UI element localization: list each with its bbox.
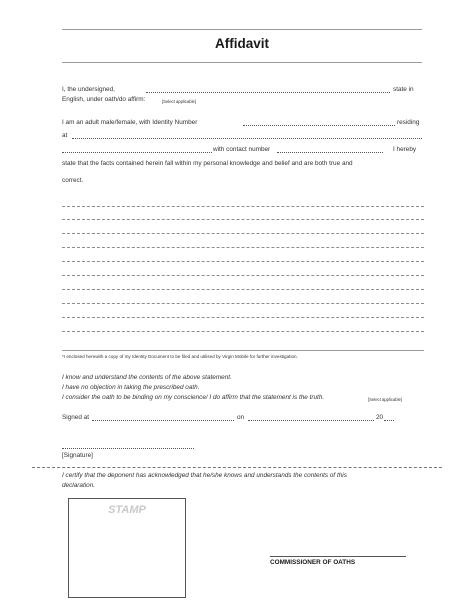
contact-number-field[interactable] [277, 152, 383, 153]
top-rule [62, 29, 422, 30]
state-label: state in [393, 86, 414, 93]
statement-line[interactable] [62, 206, 424, 207]
statement-line-2: correct. [62, 177, 84, 184]
signature-label: [Signature] [62, 452, 93, 459]
statement-line[interactable] [62, 317, 424, 318]
oath-label: English, under oath/do affirm: [62, 96, 146, 103]
statement-line[interactable] [62, 275, 424, 276]
identity-number-field[interactable] [243, 125, 395, 126]
contact-number-label: with contact number [213, 146, 271, 153]
residing-label: residing [397, 119, 420, 126]
certify-line-2: declaration. [62, 482, 96, 489]
name-field[interactable] [146, 92, 390, 93]
statement-line[interactable] [62, 247, 424, 248]
signed-on-label: on [237, 414, 245, 421]
statement-line[interactable] [62, 219, 424, 220]
commissioner-signature-line[interactable] [270, 556, 406, 557]
statement-line[interactable] [62, 331, 424, 332]
certify-line-1: I certify that the deponent has acknowledged that he/she knows and understands the contents of this [62, 472, 347, 479]
select-applicable-note: [Select applicable] [162, 99, 196, 104]
at-label: at [62, 132, 68, 139]
statement-line[interactable] [62, 261, 424, 262]
undersigned-label: I, the undersigned, [62, 86, 115, 93]
identity-label: I am an adult male/female, with Identity Number [62, 119, 198, 126]
section-separator [32, 467, 442, 468]
select-applicable-note-2: [Select applicable] [368, 397, 402, 402]
address-field-continued[interactable] [62, 152, 212, 153]
footnote: *I enclosed herewith a copy of my Identity Document to be filed and utilised by Virgin Mobile for further investigation. [62, 354, 298, 359]
address-field[interactable] [72, 138, 422, 139]
stamp-label: STAMP [108, 504, 146, 516]
signed-date-field[interactable] [248, 420, 374, 421]
signature-field[interactable] [62, 448, 194, 449]
statement-line[interactable] [62, 303, 424, 304]
statement-line[interactable] [62, 233, 424, 234]
statement-line-1: state that the facts contained herein fall within my personal knowledge and belief and are both true and [62, 160, 353, 167]
know-statement: I know and understand the contents of the above statement. [62, 374, 232, 381]
statement-line[interactable] [62, 289, 424, 290]
footnote-rule [62, 350, 424, 351]
title-rule [62, 62, 422, 63]
signed-place-field[interactable] [92, 420, 234, 421]
binding-statement: I consider the oath to be binding on my conscience/ I do affirm that the statement is the truth. [62, 394, 325, 401]
signed-year-label: 20 [376, 414, 384, 421]
no-objection-statement: I have no objection in taking the prescribed oath. [62, 384, 200, 391]
commissioner-label: COMMISSIONER OF OATHS [270, 559, 356, 566]
page-title: Affidavit [215, 36, 269, 51]
signed-year-field[interactable] [384, 420, 394, 421]
hereby-label: I hereby [393, 146, 417, 153]
signed-at-label: Signed at [62, 414, 90, 421]
